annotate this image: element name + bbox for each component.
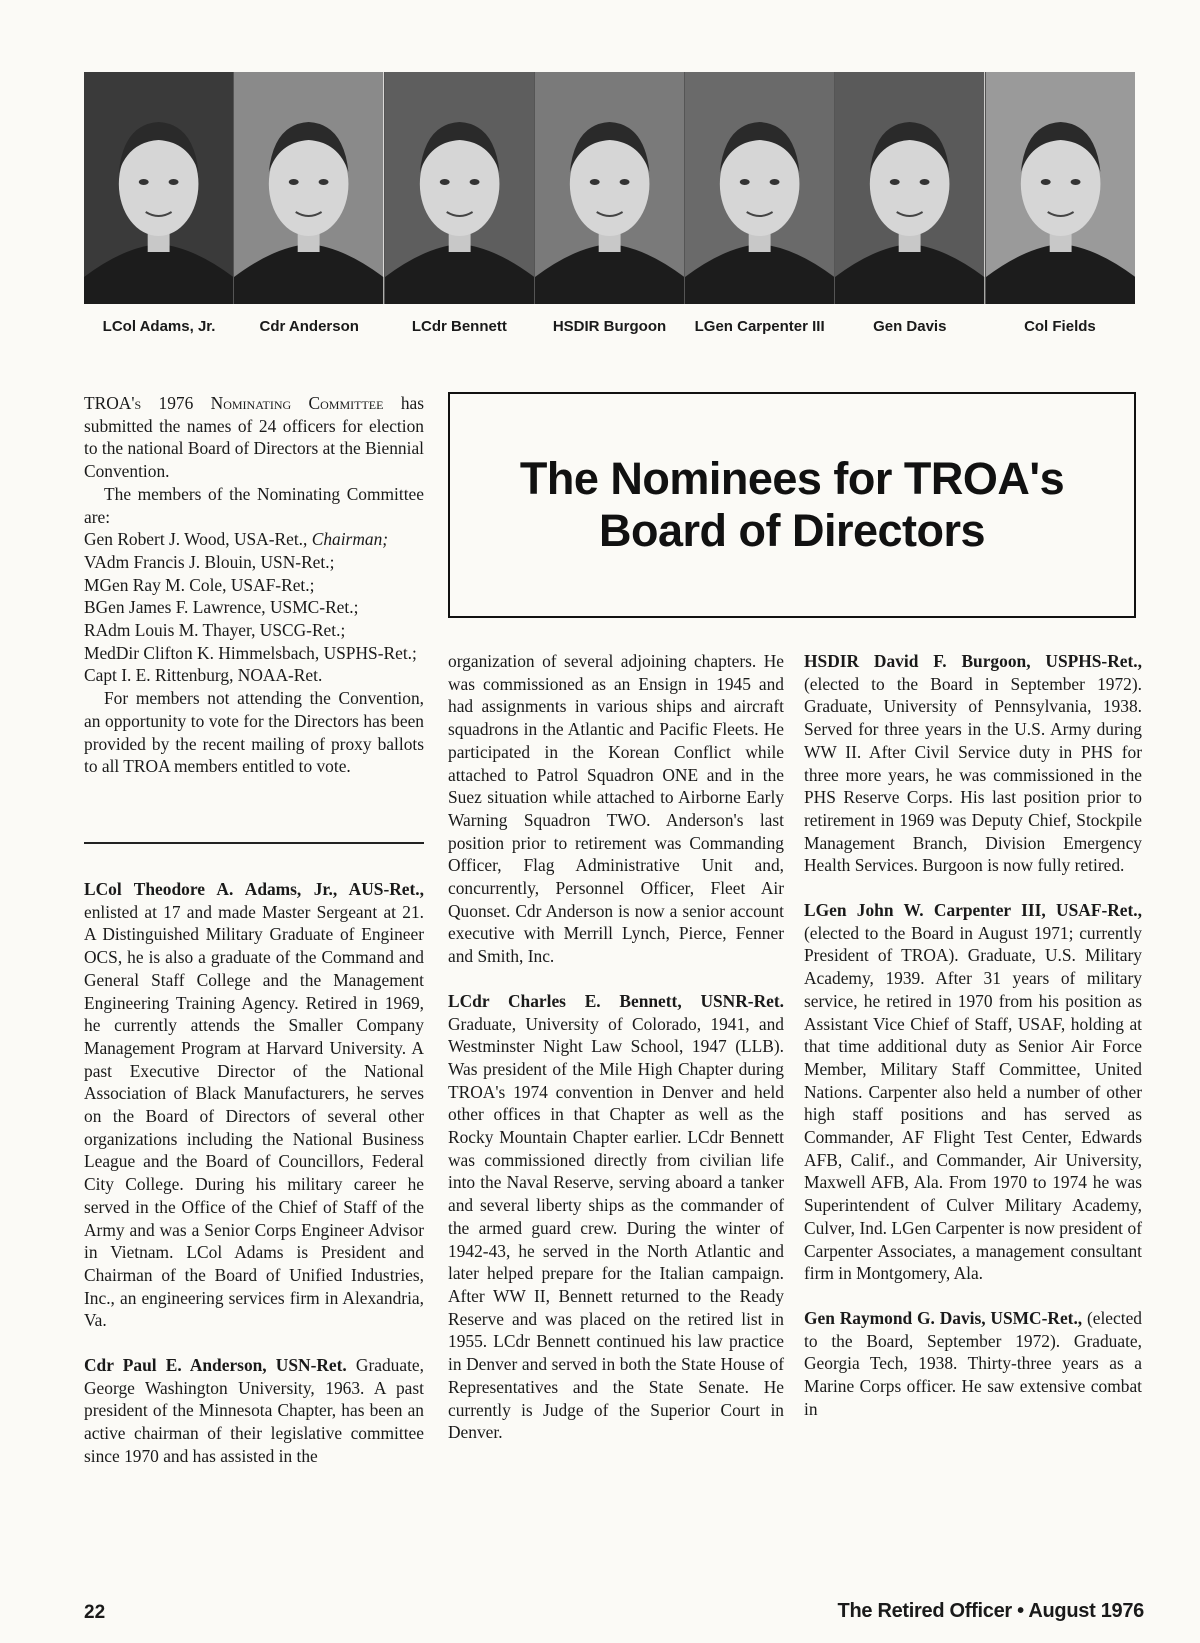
title-line-1: The Nominees for TROA's xyxy=(519,453,1065,504)
portrait-photo-adams xyxy=(84,72,234,304)
portrait-photo-davis xyxy=(835,72,985,304)
bio-burgoon: HSDIR David F. Burgoon, USPHS-Ret., (elected to the Board in September 1972). Graduate, University of Pennsylvania, 1938. Served for three years in the U.S. Army during WW II. After Civil Service duty in PHS for three more years, he was commissioned in the PHS Reserve Corps. His last position prior to retirement in 1969 was Deputy Chief, Stockpile Management Branch, Division Emergency Health Services. Burgoon is now fully retired. xyxy=(804,651,1142,876)
caption-bennett: LCdr Bennett xyxy=(411,318,507,335)
member-item: MGen Ray M. Cole, USAF-Ret.; xyxy=(84,574,315,595)
intro-closing: For members not attending the Convention, an opportunity to vote for the Directors has been provided by the recent mailing of proxy ballots to all TROA members entitled to vote. xyxy=(84,688,424,777)
member-item: Capt I. E. Rittenburg, NOAA-Ret. xyxy=(84,665,323,686)
right-column xyxy=(804,650,1142,1443)
caption-anderson: Cdr Anderson xyxy=(259,318,359,335)
caption-burgoon: HSDIR Burgoon xyxy=(552,318,667,335)
intro-lead xyxy=(84,392,424,483)
portrait-photo-anderson xyxy=(234,72,384,304)
page-number: 22 xyxy=(84,1602,106,1623)
caption-adams: LCol Adams, Jr. xyxy=(102,318,216,335)
bio-name: Cdr Paul E. Anderson, USN-Ret. xyxy=(84,1355,347,1376)
portrait-captions xyxy=(84,318,1135,335)
section-divider xyxy=(84,842,424,844)
portrait-photo-fields xyxy=(986,72,1135,304)
member-item: VAdm Francis J. Blouin, USN-Ret.; xyxy=(84,551,335,572)
intro-lead-rest: has submitted the names of 24 officers for election to the national Board of Directors at the Biennial Convention. xyxy=(84,393,425,482)
bio-adams: LCol Theodore A. Adams, Jr., AUS-Ret., enlisted at 17 and made Master Sergeant at 21. A Distinguished Military Graduate of Engineer OCS, he is also a graduate of the Command and General Staff College and the Management Engineering Training Agency. Retired in 1969, he currently attends the Smaller Company Management Program at Harvard University. A past Executive Director of the National Association of Black Manufacturers, he serves on the Board of Directors of several other organizations including the National Business League and the Board of Councillors, Federal City College. During his military career he served in the Office of the Chief of Staff of the Army and was a Senior Corps Engineer Advisor in Vietnam. LCol Adams is President and Chairman of the Board of Unified Industries, Inc., an engineering services firm in Alexandria, Va. xyxy=(84,879,424,1331)
portrait-photo-burgoon xyxy=(535,72,685,304)
intro-lead-caps: TROA's 1976 Nominating Committee xyxy=(84,393,384,413)
bio-carpenter: LGen John W. Carpenter III, USAF-Ret., (elected to the Board in August 1971; currently President of TROA). Graduate, U.S. Military Academy, 1939. After 31 years of military service, he retired in 1970 from his position as Assistant Vice Chief of Staff, USAF, holding at that time additional duty as Senior Air Force Member, Military Staff Committee, United Nations. Carpenter also held a number of other high staff positions and has served as Commander, AF Flight Test Center, Edwards AFB, Calif., and Commander, Air University, Maxwell AFB, Ala. From 1970 to 1974 he was Superintendent of Culver Military Academy, Culver, Ind. LGen Carpenter is now president of Carpenter Associates, a management consultant firm in Montgomery, Ala. xyxy=(804,900,1142,1284)
member-item: MedDir Clifton K. Himmelsbach, USPHS-Ret.; xyxy=(84,642,417,663)
caption-carpenter: LGen Carpenter III xyxy=(694,318,825,335)
portrait-strip xyxy=(84,72,1135,304)
bio-anderson-continued: organization of several adjoining chapters. He was commissioned as an Ensign in 1945 and had assignments in various ships and aircraft squadrons in the Atlantic and Pacific Fleets. He participated in the Korean Conflict while attached to Patrol Squadron ONE and in the Suez situation while attached to Airborne Early Warning Squadron TWO. Anderson's last position prior to retirement was Commanding Officer, Flag Administrative Unit and, concurrently, Personnel Officer, Fleet Air Quonset. Cdr Anderson is now a senior account executive with Merrill Lynch, Pierce, Fenner and Smith, Inc. xyxy=(448,651,784,967)
portrait-photo-carpenter xyxy=(685,72,835,304)
portrait-photo-bennett xyxy=(385,72,535,304)
magazine-footer: The Retired Officer • August 1976 xyxy=(837,1600,1144,1622)
title-line-2: Board of Directors xyxy=(598,505,986,556)
member-item: BGen James F. Lawrence, USMC-Ret.; xyxy=(84,597,359,618)
bio-davis: Gen Raymond G. Davis, USMC-Ret., (elected to the Board, September 1972). Graduate, Georgia Tech, 1938. Thirty-three years as a Marine Corps officer. He saw extensive combat in xyxy=(804,1307,1142,1419)
bio-name: LGen John W. Carpenter III, USAF-Ret., xyxy=(804,900,1142,921)
members-heading: The members of the Nominating Committee are: xyxy=(84,483,424,527)
member-item: Gen Robert J. Wood, USA-Ret., Chairman; xyxy=(84,529,389,550)
middle-column xyxy=(448,650,784,1466)
caption-davis: Gen Davis xyxy=(873,318,947,335)
bio-name: LCdr Charles E. Bennett, USNR-Ret. xyxy=(448,990,784,1011)
caption-fields: Col Fields xyxy=(1024,318,1096,335)
bio-anderson: Cdr Paul E. Anderson, USN-Ret. Graduate, George Washington University, 1963. A past president of the Minnesota Chapter, has been an active chairman of their legislative committee since 1970 and has assisted in the xyxy=(84,1355,424,1466)
member-item: RAdm Louis M. Thayer, USCG-Ret.; xyxy=(84,620,346,641)
bio-name: LCol Theodore A. Adams, Jr., AUS-Ret., xyxy=(84,879,424,899)
bio-name: Gen Raymond G. Davis, USMC-Ret., xyxy=(804,1307,1083,1328)
article-title-box xyxy=(448,392,1136,618)
article-title xyxy=(520,453,1064,557)
bio-bennett: LCdr Charles E. Bennett, USNR-Ret. Graduate, University of Colorado, 1941, and Westminster Night Law School, 1947 (LLB). Was president of the Mile High Chapter during TROA's 1974 convention in Denver and held other offices in that Chapter as well as the Rocky Mountain Chapter earlier. LCdr Bennett was commissioned directly from civilian life into the Naval Reserve, serving aboard a tanker and several liberty ships as the commander of the armed guard crew. During the winter of 1942-43, he served in the North Atlantic and later helped prepare for the Italian campaign. After WW II, Bennett returned to the Ready Reserve and was placed on the retired list in 1955. LCdr Bennett continued his law practice in Denver and served in both the State House of Representatives and the State Senate. He currently is Judge of the Superior Court in Denver. xyxy=(448,990,784,1443)
left-column xyxy=(84,878,424,1490)
bio-name: HSDIR David F. Burgoon, USPHS-Ret., xyxy=(804,651,1142,671)
intro-column xyxy=(84,392,424,778)
